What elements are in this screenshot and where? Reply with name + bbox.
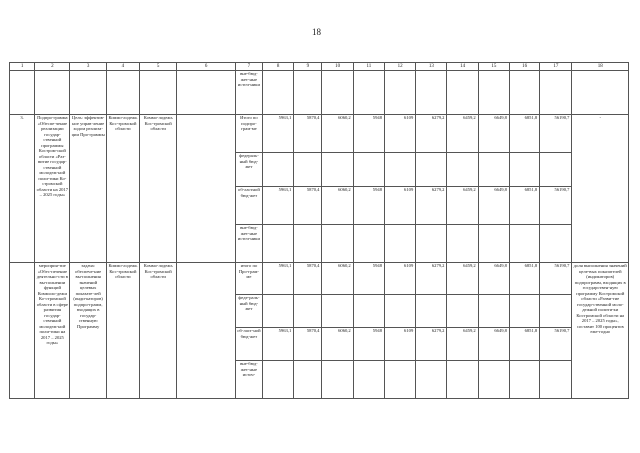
goal-cell: Цель: эффектив-ное управ-ление ходом реализа-ции Про-граммы	[70, 115, 106, 263]
activity-name: мероприя-тие «Обес-печение деятельно-сти в вы-полнении функций Коммоло-дежи Ко-стромской области в сфере развития государ-ственной молодеж-ной поли-тики на 2017 – 2025 годы»	[35, 263, 70, 399]
amount-cell: 5963,1	[263, 187, 294, 225]
col-number-cell: 8	[263, 63, 294, 71]
table-row	[10, 71, 629, 115]
amount-cell: 5870,4	[294, 115, 322, 153]
participant-cell: Коммо-лодежь Кос-тромской области	[140, 115, 177, 263]
amount-cell: 5870,4	[294, 328, 322, 361]
executor-cell: Коммо-лодежь Кос-тромской области	[106, 263, 139, 399]
amount-cell: 6649,8	[478, 328, 509, 361]
col-number-cell: 6	[177, 63, 235, 71]
row-number: 3.	[10, 115, 35, 263]
col-number-cell: 16	[509, 63, 539, 71]
amount-cell: 6459,2	[447, 328, 478, 361]
amount-cell: 5963,1	[263, 115, 294, 153]
amount-cell: 6459,2	[447, 263, 478, 295]
amount-cell: 6060,2	[322, 328, 353, 361]
amount-cell: 6459,2	[447, 187, 478, 225]
amount-cell: 6060,2	[322, 263, 353, 295]
col-number-cell: 7	[235, 63, 262, 71]
funding-source-cell: феде-раль-ный бюд-жет	[235, 295, 262, 328]
col-number-cell: 18	[572, 63, 629, 71]
funding-source-cell: об-ласт-ной бюд-жет	[235, 328, 262, 361]
funding-source-cell: об-ластной бюд-жет	[235, 187, 262, 225]
program-financing-table	[9, 62, 629, 399]
amount-cell: 6109	[384, 187, 415, 225]
amount-cell: 6851,8	[509, 328, 539, 361]
participant-cell: Коммо-лодежь Кос-тромской области	[140, 263, 177, 399]
indicator-cell: доля выполнения значений целе-вых показателей (индикаторов) подпрограмм, входящих в государствен-ную программу Костромской области «Разви-тие государ-ственной моло-дежной полити-ки Костромской области на 2017 – 2025 годы», составит 100 процентов еже-годно	[572, 263, 629, 399]
col-number-cell: 17	[540, 63, 572, 71]
amount-cell: 5948	[353, 263, 384, 295]
col-number-cell: 10	[322, 63, 353, 71]
col-number-cell: 12	[384, 63, 415, 71]
amount-cell: 6109	[384, 263, 415, 295]
page-number: 18	[312, 27, 321, 37]
amount-cell: 5963,1	[263, 328, 294, 361]
amount-cell: 6851,8	[509, 263, 539, 295]
amount-cell: 56190,7	[540, 263, 572, 295]
amount-cell: 56190,7	[540, 115, 572, 153]
col-number-cell: 15	[478, 63, 509, 71]
amount-cell: 6060,2	[322, 187, 353, 225]
amount-cell: 6109	[384, 115, 415, 153]
col-number-cell: 2	[35, 63, 70, 71]
funding-source-cell: вне-бюд-жет-ные источ-	[235, 361, 262, 399]
amount-cell: 56190,7	[540, 328, 572, 361]
amount-cell: 5963,1	[263, 263, 294, 295]
col-number-cell: 13	[416, 63, 447, 71]
amount-cell: 6649,8	[478, 115, 509, 153]
executor-cell: Коммо-лодежь Кос-тромской области	[106, 115, 139, 263]
amount-cell: 5870,4	[294, 263, 322, 295]
amount-cell: 6649,8	[478, 187, 509, 225]
amount-cell: 6279,2	[416, 187, 447, 225]
col-number-cell: 4	[106, 63, 139, 71]
amount-cell: 6279,2	[416, 115, 447, 153]
amount-cell: 6279,2	[416, 263, 447, 295]
amount-cell: 5948	[353, 187, 384, 225]
amount-cell: 6649,8	[478, 263, 509, 295]
amount-cell: 6060,2	[322, 115, 353, 153]
funding-source-cell: Итого по подпро-грам-ме	[235, 115, 262, 153]
col-number-cell: 1	[10, 63, 35, 71]
amount-cell: 56190,7	[540, 187, 572, 225]
amount-cell: 5948	[353, 328, 384, 361]
col-number-cell: 3	[70, 63, 106, 71]
funding-source-cell: вне-бюд-жет-ные источ-ники	[235, 225, 262, 263]
amount-cell: 5948	[353, 115, 384, 153]
amount-cell: 6279,2	[416, 328, 447, 361]
funding-source-cell: вне-бюд-жет-ные источ-ники	[235, 71, 262, 115]
table-row	[10, 263, 629, 295]
amount-cell: 6851,8	[509, 187, 539, 225]
amount-cell: 6109	[384, 328, 415, 361]
col-number-cell: 5	[140, 63, 177, 71]
col-number-cell: 9	[294, 63, 322, 71]
amount-cell: 5870,4	[294, 187, 322, 225]
subprogram-name: Подпро-грамма «Обеспе-чение реализации государ-ственной программы Костром-ской области «Раз-витие государ-ственной молодеж-ной поли-тики Ко-стромской области на 2017 – 2025 годы»	[35, 115, 70, 263]
task-cell: задача: обеспече-ние вы-полнения значений целевых показате-лей (инди-каторов) подпро-грамм, входящих в государ-ственную Программу	[70, 263, 106, 399]
col-number-cell: 11	[353, 63, 384, 71]
indicator-cell: -	[572, 115, 629, 263]
table-row	[10, 115, 629, 153]
col-number-cell: 14	[447, 63, 478, 71]
amount-cell: 6459,2	[447, 115, 478, 153]
column-number-row	[10, 63, 629, 71]
funding-source-cell: федераль-ный бюд-жет	[235, 153, 262, 187]
funding-source-cell: итого по Про-грам-ме	[235, 263, 262, 295]
amount-cell: 6851,8	[509, 115, 539, 153]
